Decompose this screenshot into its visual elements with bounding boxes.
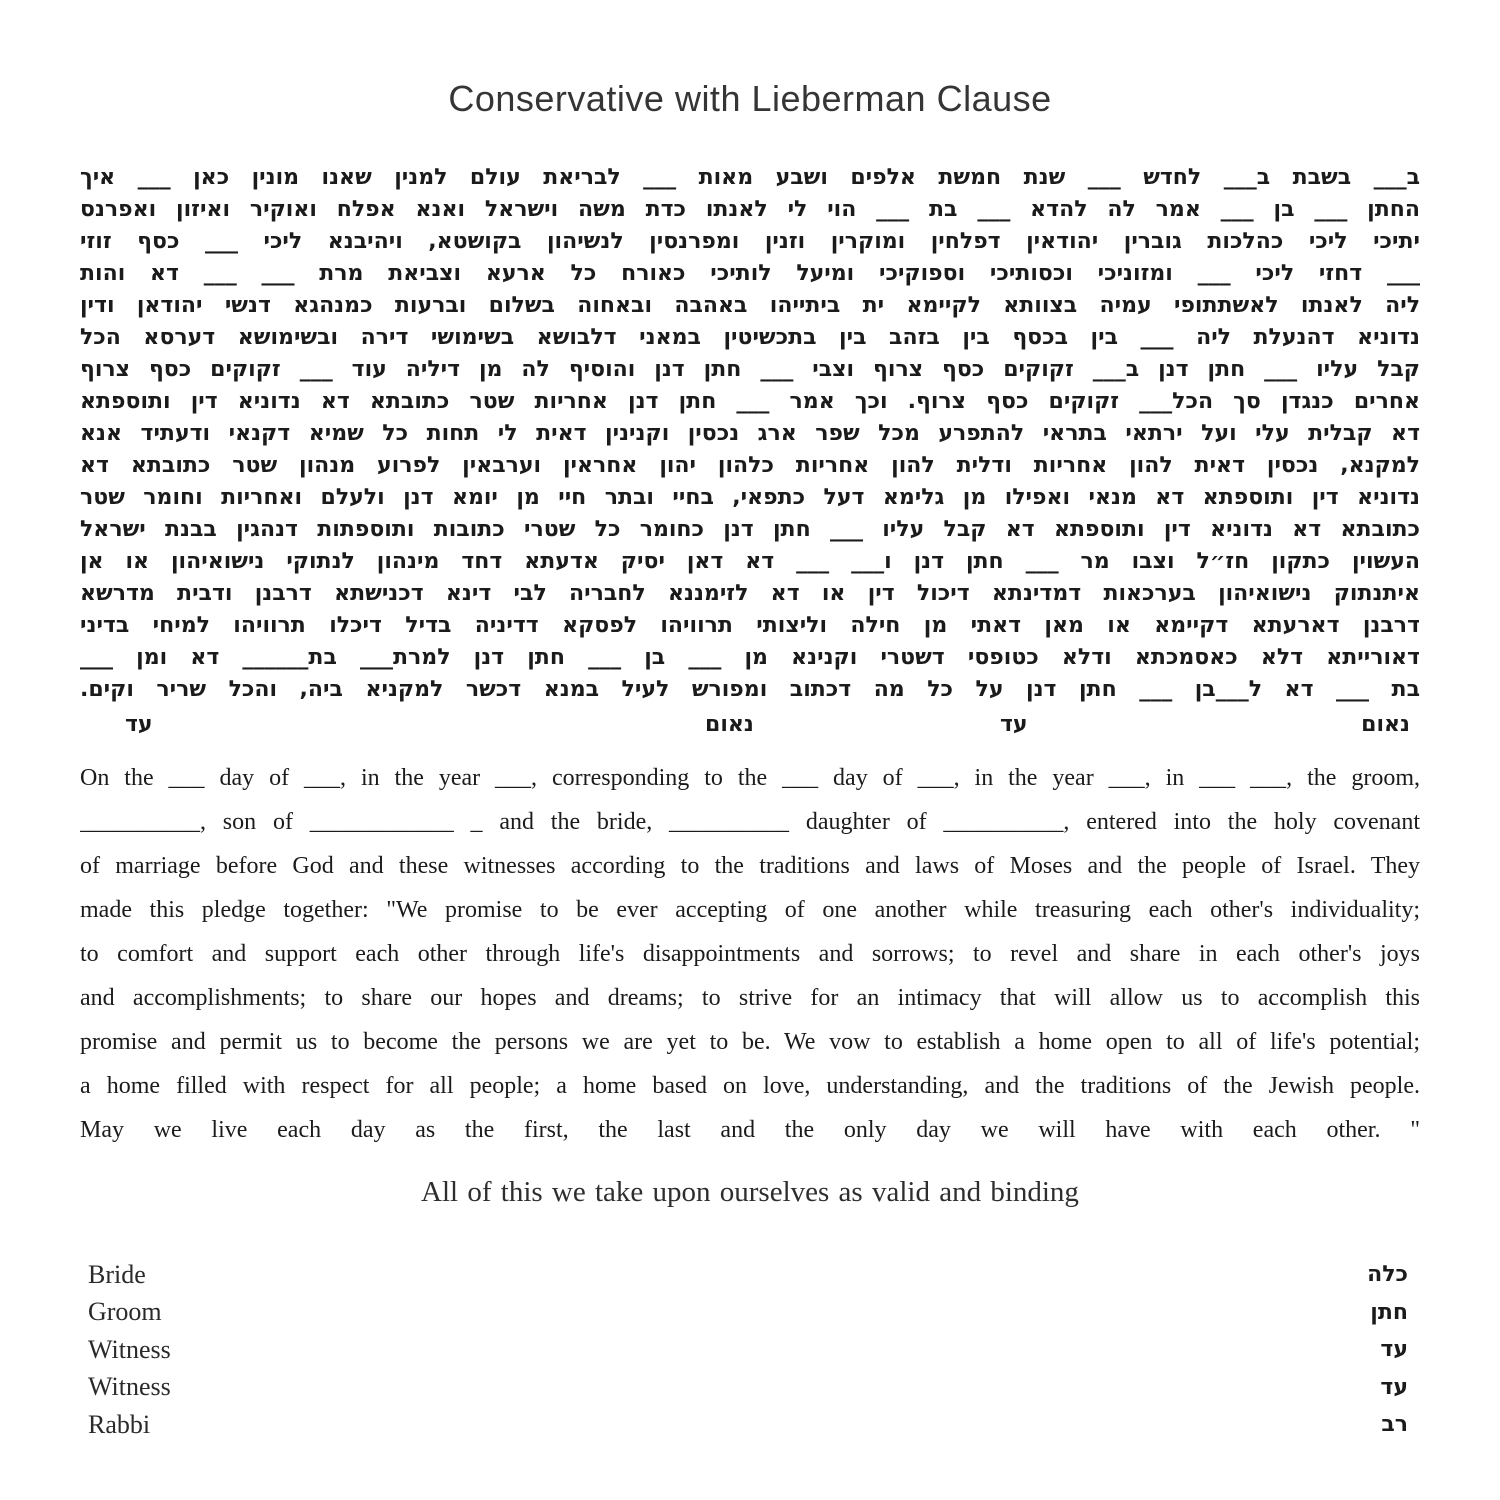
hebrew-text-block bbox=[80, 162, 1420, 742]
english-line: May we live each day as the first, the last and the only day we will have with each other. " bbox=[80, 1117, 1420, 1143]
signature-row-rabbi bbox=[88, 1406, 1408, 1444]
witness-hebrew-label: עד bbox=[1380, 1374, 1408, 1400]
hebrew-line: כתובתא דא נדוניא דין ותוספתא דא קבל עליו ___ חתן דנן כחומר כל שטרי כתובות ותוספתות דנהגין בבנת ישראל bbox=[80, 517, 1420, 542]
english-line: of marriage before God and these witnesses according to the traditions and laws of Moses and the people of Israel. They bbox=[80, 853, 1420, 879]
signature-row-witness-2 bbox=[88, 1369, 1408, 1407]
document-title: Conservative with Lieberman Clause bbox=[448, 78, 1052, 119]
bride-hebrew-label: כלה bbox=[1367, 1262, 1408, 1288]
hebrew-line: איתנתוק נישואיהון בערכאות דמדינתא דיכול דין או דא לזימננא לחבריה לבי דינא דכנישתא דרבנן ודבית מדרשא bbox=[80, 581, 1420, 606]
hebrew-line: דרבנן דארעתא דקיימא או מאן דאתי מן חילה וליצותי תרוויהו לפסקא דדיניה בדיל דיכלו תרוויהו למיחי בדיני bbox=[80, 613, 1420, 638]
hebrew-line: דאורייתא דלא כאסמכתא ודלא כטופסי דשטרי וקנינא מן ___ בן ___ חתן דנן למרת___ בת______ דא ומן ___ bbox=[80, 645, 1420, 670]
hebrew-witness-label: עד bbox=[125, 712, 153, 737]
hebrew-line: ליה לאנתו לאשתתופי עמיה בצוותא לקיימא ית ביתייהו באהבה ובאחוה בשלום וברעות כמנהגא דנשי יהודאן ודין bbox=[80, 293, 1420, 318]
groom-hebrew-label: חתן bbox=[1370, 1299, 1408, 1325]
signature-row-witness-1 bbox=[88, 1331, 1408, 1369]
hebrew-line: ב___ בשבת ב___ לחדש ___ שנת חמשת אלפים ושבע מאות ___ לבריאת עולם למנין שאנו מונין כאן ___ איך bbox=[80, 165, 1420, 190]
hebrew-line: העשוין כתקון חז״ל וצבו מר ___ חתן דנן ו___ ___ דא דאן יסיק אדעתא דחד מינהון לנתוקי נישואיהון או אן bbox=[80, 549, 1420, 574]
signature-row-groom bbox=[88, 1294, 1408, 1332]
hebrew-line: החתן ___ בן ___ אמר לה להדא ___ בת ___ הוי לי לאנתו כדת משה וישראל ואנא אפלח ואוקיר ואיזון ואפרנס bbox=[80, 197, 1420, 222]
hebrew-line: למקנא, נכסין דאית להון אחריות ודלית להון אחריות כלהון יהון אחראין וערבאין לפרוע מנהון שטר כתובתא דא bbox=[80, 453, 1420, 478]
hebrew-line: דא קבלית עלי ועל ירתאי בתראי להתפרע מכל שפר ארג נכסין וקנינין דאית לי תחות כל שמיא דקנאי ודעתיד אנא bbox=[80, 421, 1420, 446]
rabbi-hebrew-label: רב bbox=[1381, 1412, 1408, 1438]
hebrew-line: יתיכי ליכי כהלכות גוברין יהודאין דפלחין ומוקרין וזנין ומפרנסין לנשיהון בקושטא, ויהיבנא ליכי ___ כסף זוזי bbox=[80, 229, 1420, 254]
hebrew-declared-label: נאום bbox=[1361, 712, 1410, 737]
english-text-block bbox=[80, 756, 1420, 1152]
bride-label: Bride bbox=[88, 1259, 146, 1289]
english-line: promise and permit us to become the persons we are yet to be. We vow to establish a home open to all of life's potential; bbox=[80, 1029, 1420, 1055]
witness-label: Witness bbox=[88, 1334, 171, 1364]
groom-label: Groom bbox=[88, 1297, 162, 1327]
english-line: to comfort and support each other through life's disappointments and sorrows; to revel and share in each other's joys bbox=[80, 941, 1420, 967]
hebrew-line: נדוניא דהנעלת ליה ___ בין בכסף בין בזהב בין בתכשיטין במאני דלבושא בשימושי דירה ובשימושא דערסא הכל bbox=[80, 325, 1420, 350]
english-line: made this pledge together: "We promise to be ever accepting of one another while treasuring each other's individuality; bbox=[80, 897, 1420, 923]
hebrew-witness-label: עד bbox=[1000, 712, 1028, 737]
signature-section bbox=[88, 1256, 1408, 1444]
english-line: On the ___ day of ___, in the year ___, corresponding to the ___ day of ___, in the year ___, in ___ ___, the groom, bbox=[80, 765, 1420, 791]
hebrew-witness-row bbox=[80, 708, 1420, 742]
hebrew-line: קבל עליו ___ חתן דנן ב___ זקוקים כסף צרוף וצבי ___ חתן דנן והוסיף לה מן דיליה עוד ___ זקוקים כסף צרוף bbox=[80, 357, 1420, 382]
signature-row-bride bbox=[88, 1256, 1408, 1294]
witness-hebrew-label: עד bbox=[1380, 1337, 1408, 1363]
rabbi-label: Rabbi bbox=[88, 1409, 151, 1439]
hebrew-declared-label: נאום bbox=[705, 712, 754, 737]
hebrew-line: אחרים כנגדן סך הכל___ זקוקים כסף צרוף. וכך אמר ___ חתן דנן אחריות שטר כתובתא דא נדוניא דין ותוספתא bbox=[80, 389, 1420, 414]
closing-statement: All of this we take upon ourselves as valid and binding bbox=[421, 1176, 1079, 1208]
hebrew-line: בת ___ דא ל___בן ___ חתן דנן על כל מה דכתוב ומפורש לעיל במנא דכשר למקניא ביה, והכל שריר וקים. bbox=[80, 677, 1420, 702]
hebrew-line: ___ דחזי ליכי ___ ומזוניכי וכסותיכי וספוקיכי ומיעל לותיכי כאורח כל ארעא וצביאת מרת ___ ___ דא והות bbox=[80, 261, 1420, 286]
english-line: and accomplishments; to share our hopes and dreams; to strive for an intimacy that will allow us to accomplish this bbox=[80, 985, 1420, 1011]
hebrew-line: נדוניא דין ותוספתא דא מנאי ואפילו מן גלימא דעל כתפאי, בחיי ובתר חיי מן יומא דנן ולעלם ואחריות וחומר שטר bbox=[80, 485, 1420, 510]
english-line: __________, son of ____________ _ and the bride, __________ daughter of __________, entered into the holy covenant bbox=[80, 809, 1420, 835]
english-line: a home filled with respect for all people; a home based on love, understanding, and the traditions of the Jewish people. bbox=[80, 1073, 1420, 1099]
witness-label: Witness bbox=[88, 1372, 171, 1402]
